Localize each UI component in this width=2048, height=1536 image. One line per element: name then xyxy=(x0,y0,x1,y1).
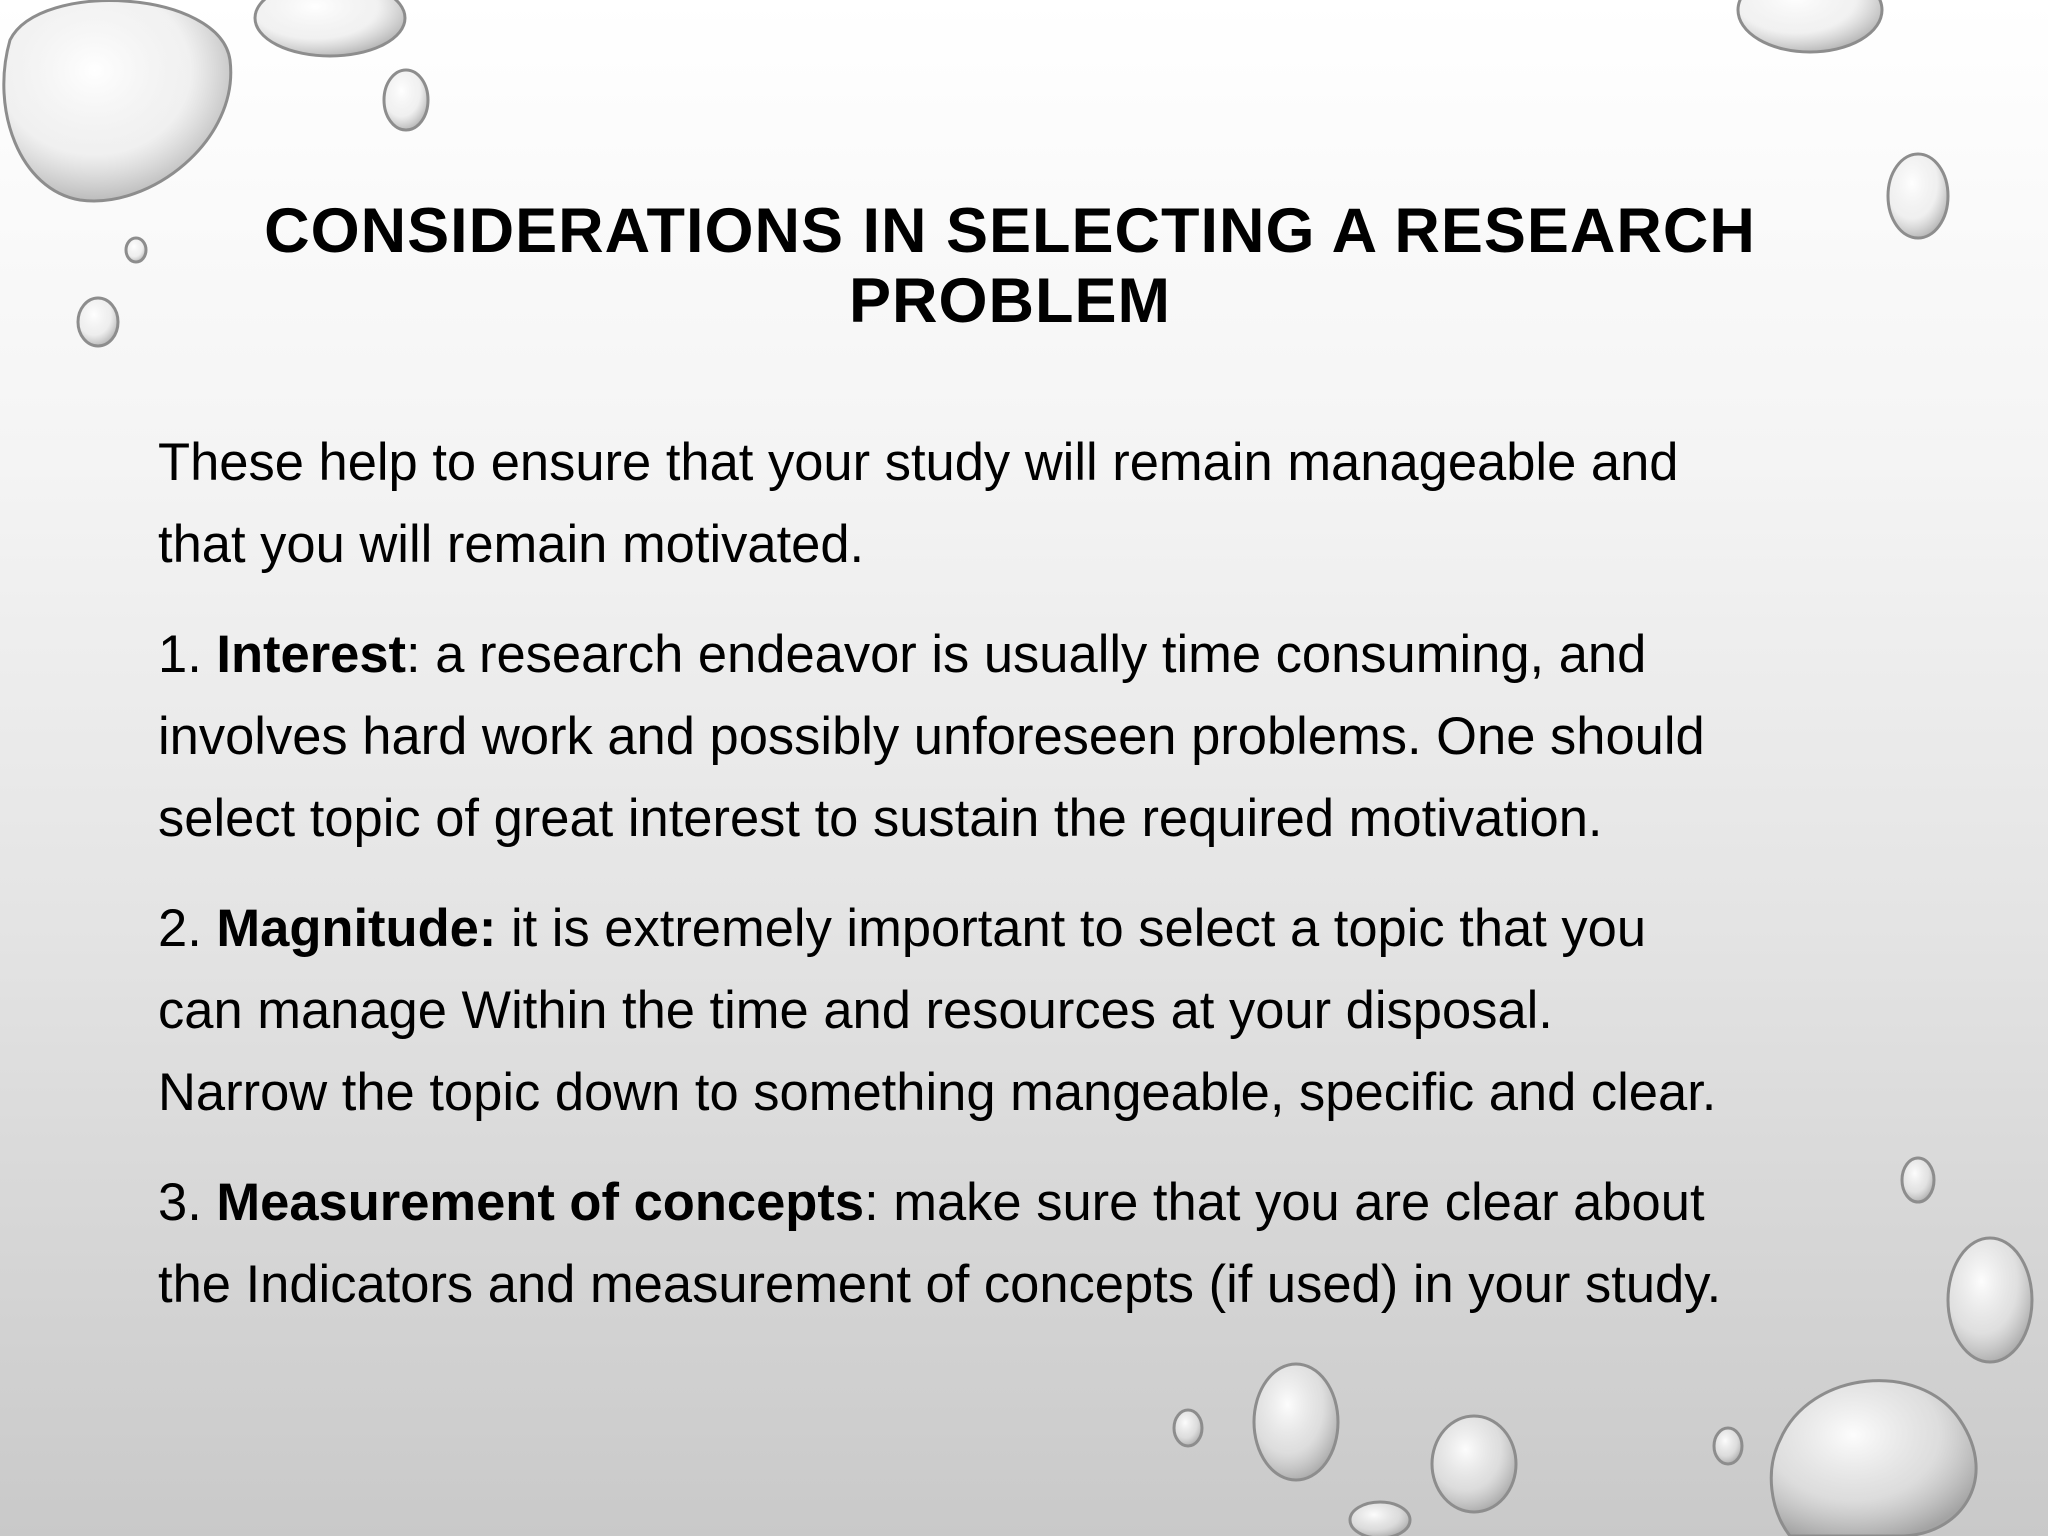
list-item-line: can manage Within the time and resources at your disposal. xyxy=(158,981,1553,1040)
list-item-text: : make sure that you are clear about xyxy=(864,1173,1705,1232)
intro-paragraph xyxy=(158,422,1898,586)
water-drop-icon xyxy=(1738,0,1882,52)
list-item-first-line xyxy=(158,888,1898,970)
intro-line: These help to ensure that your study will remain manageable and xyxy=(158,433,1679,492)
list-item-term: Interest xyxy=(216,625,407,684)
slide-title xyxy=(160,196,1860,336)
slide-title-line: CONSIDERATIONS IN SELECTING A RESEARCH xyxy=(264,196,1756,266)
water-drop-icon xyxy=(126,238,146,262)
water-drop-icon xyxy=(1350,1502,1410,1536)
list-item-term: Magnitude: xyxy=(216,899,497,958)
water-drop-icon xyxy=(255,0,405,56)
list-item-number: 1. xyxy=(158,625,202,684)
intro-line: that you will remain motivated. xyxy=(158,515,865,574)
list-item-magnitude xyxy=(158,888,1898,1134)
list-item-text: it is extremely important to select a topic that you xyxy=(496,899,1647,958)
water-drop-icon xyxy=(1771,1381,1976,1536)
water-drop-icon xyxy=(1254,1364,1338,1480)
water-drop-icon xyxy=(1174,1410,1202,1446)
water-drop-icon xyxy=(78,298,118,346)
list-item-first-line xyxy=(158,614,1898,696)
list-item-line: involves hard work and possibly unforeseen problems. One should xyxy=(158,707,1705,766)
water-drop-icon xyxy=(4,1,231,201)
water-drop-icon xyxy=(1888,154,1948,238)
list-item-text: : a research endeavor is usually time consuming, and xyxy=(406,625,1647,684)
list-item-line: select topic of great interest to sustain the required motivation. xyxy=(158,789,1603,848)
list-item-line: the Indicators and measurement of concepts (if used) in your study. xyxy=(158,1255,1722,1314)
slide-title-line: PROBLEM xyxy=(849,266,1171,336)
list-item-measurement xyxy=(158,1162,1898,1326)
list-item-number: 2. xyxy=(158,899,202,958)
list-item-term: Measurement of concepts xyxy=(216,1173,865,1232)
slide-body xyxy=(158,422,1898,1354)
list-item-number: 3. xyxy=(158,1173,202,1232)
water-drop-icon xyxy=(1902,1158,1934,1202)
water-drop-icon xyxy=(1948,1238,2032,1362)
list-item-first-line xyxy=(158,1162,1898,1244)
list-item-interest xyxy=(158,614,1898,860)
list-item-line: Narrow the topic down to something mangeable, specific and clear. xyxy=(158,1063,1717,1122)
water-drop-icon xyxy=(384,70,428,130)
water-drop-icon xyxy=(1714,1428,1742,1464)
water-drop-icon xyxy=(1432,1416,1516,1512)
